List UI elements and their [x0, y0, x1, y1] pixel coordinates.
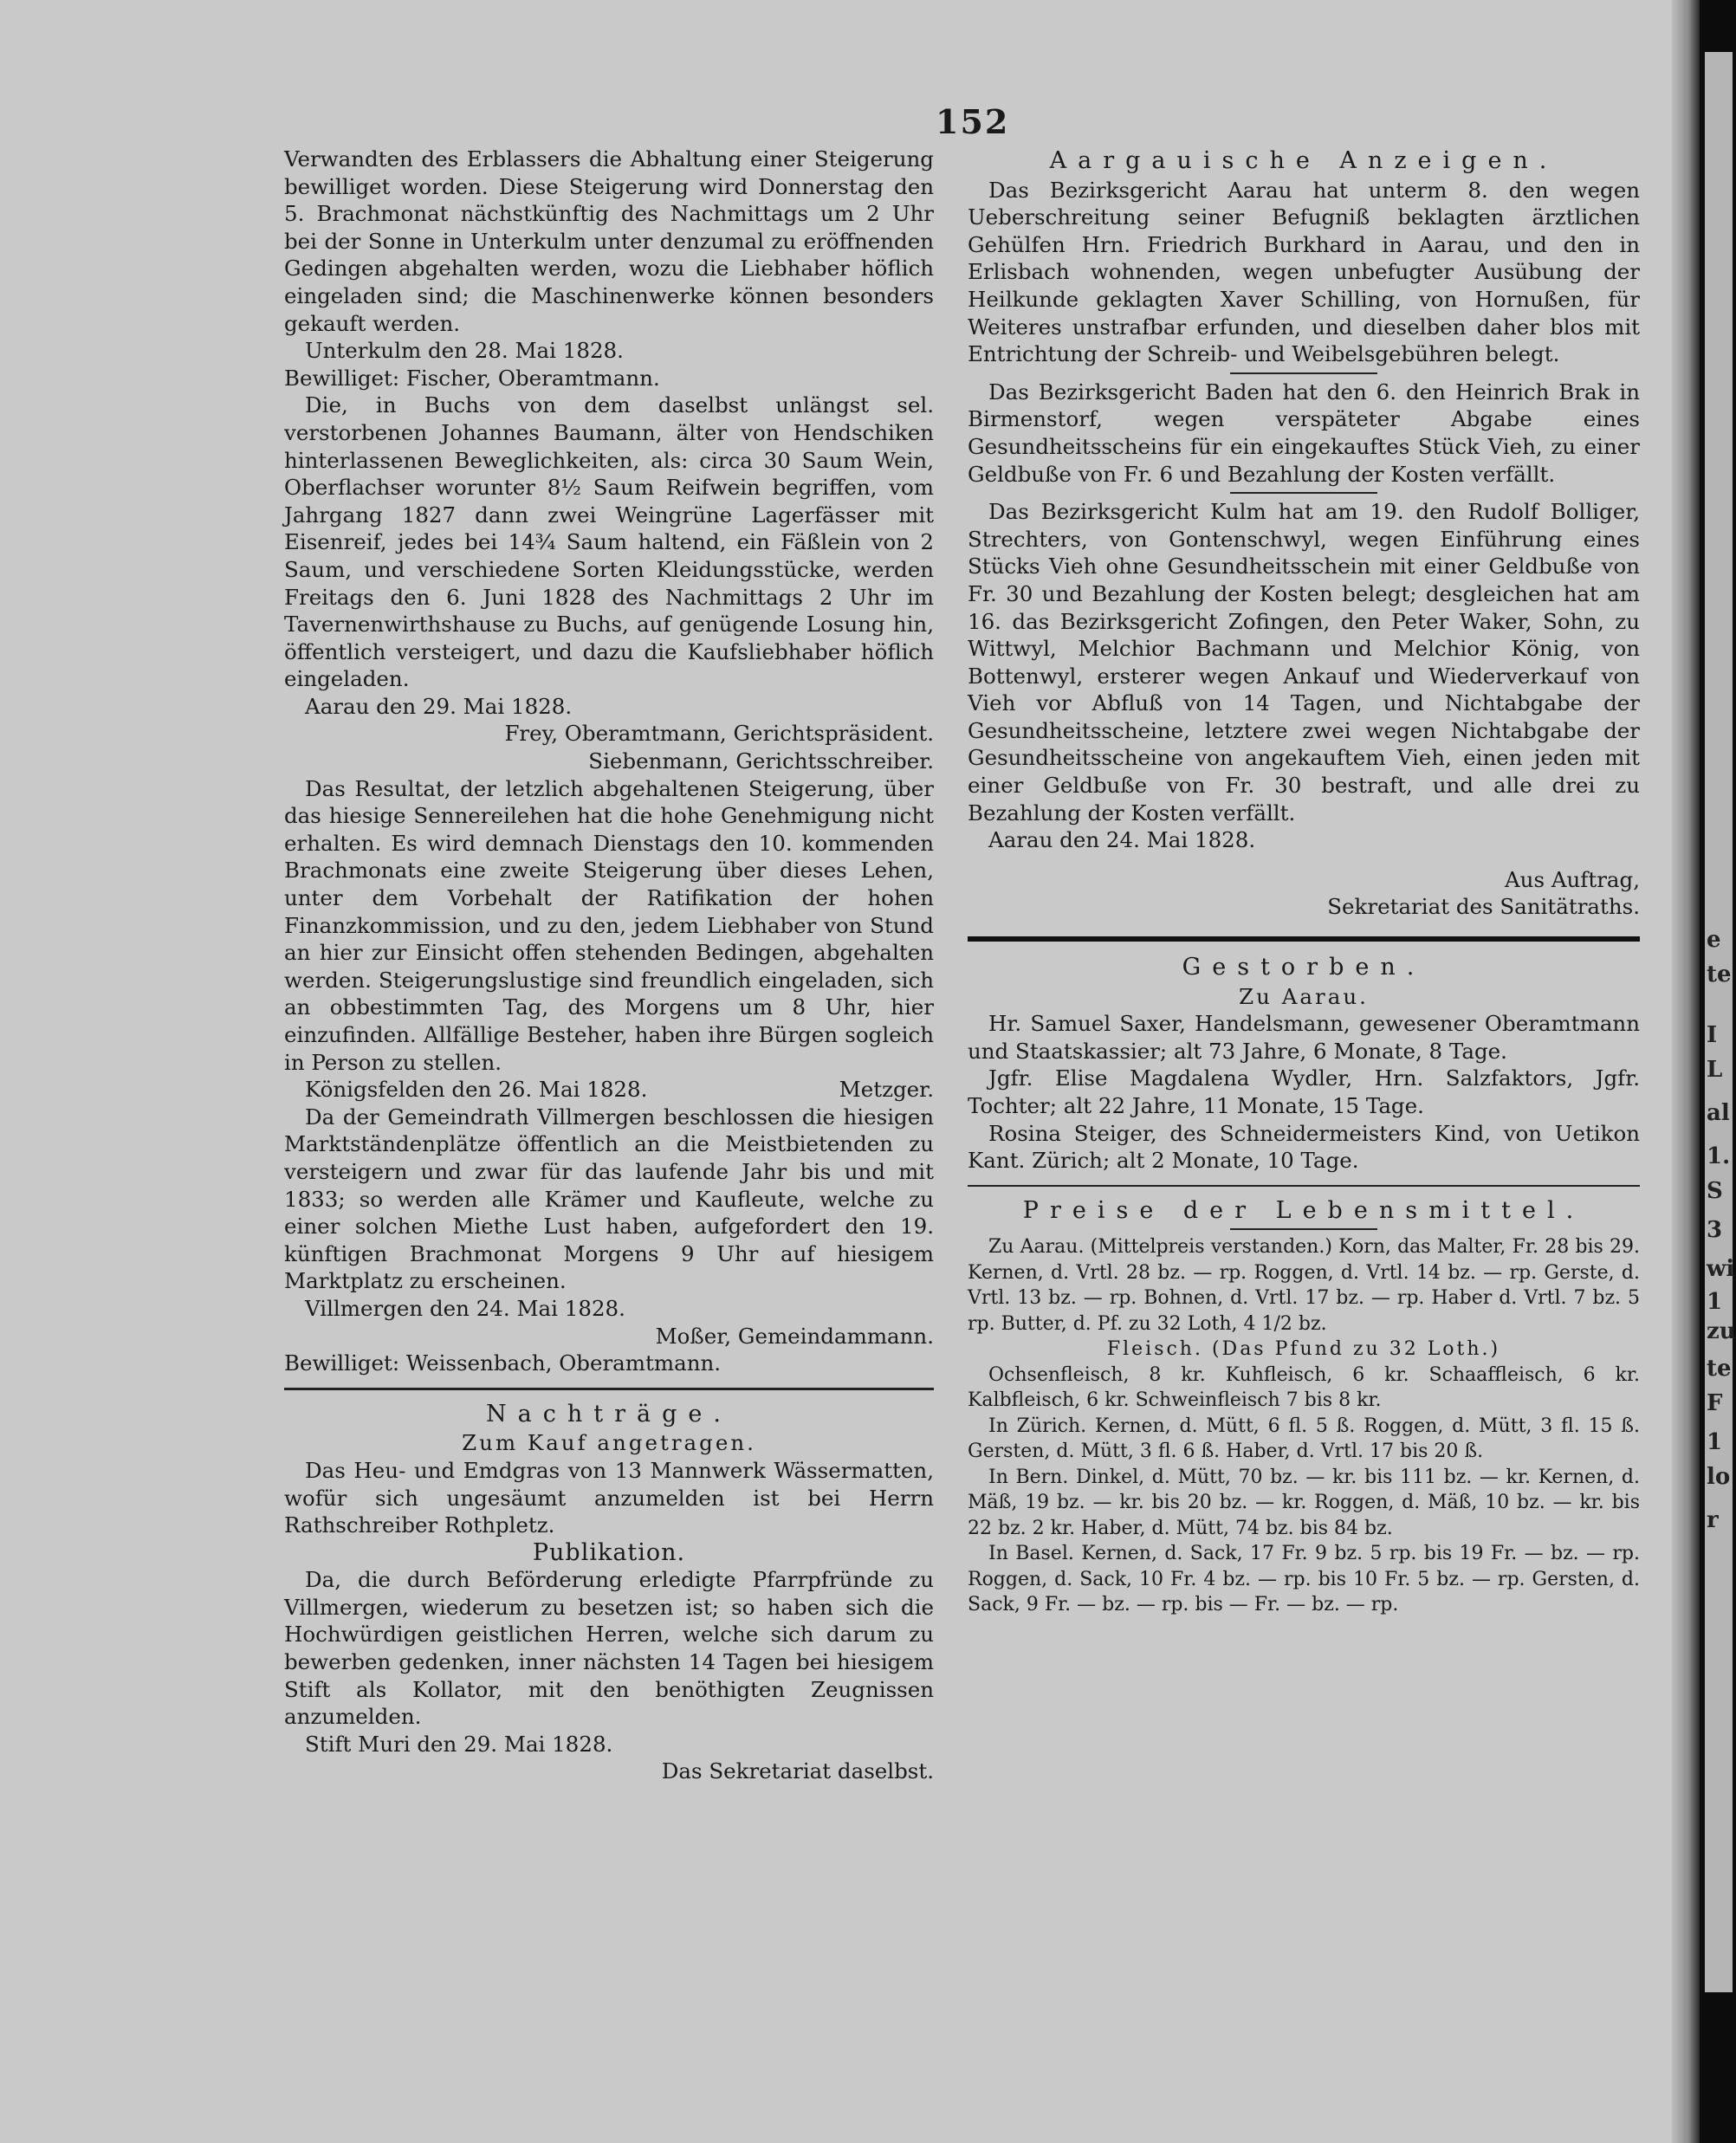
section-heading-gestorben: Gestorben. — [1182, 954, 1426, 981]
subheading-fleisch: Fleisch. (Das Pfund zu 32 Loth.) — [1106, 1338, 1501, 1361]
adjacent-fragment: 1 — [1707, 1429, 1723, 1455]
notice-date: Königsfelden den 26. Mai 1828. — [305, 1077, 648, 1103]
subheading-zu-aarau: Zu Aarau. — [1239, 983, 1369, 1009]
auction-notice-unterkulm: Verwandten des Erblassers die Abhaltung einer Steigerung bewilliget worden. Diese Steigerung wird Donnerstag den 5. Brachmonat nächstkünftig des Nachmittags um 2 Uhr bei der Sonne in Unterkulm unter denzumal zu eröffnenden Gedingen abgehalten werden, wozu die Liebhaber höflich eingeladen sind; die Maschinenwerke können besonders gekauft werden. — [284, 146, 934, 336]
market-notice-villmergen: Da der Gemeindrath Villmergen beschlossen die hiesigen Marktständenplätze öffentlich an die Meistbietenden zu versteigern und zwar für das laufende Jahr bis und mit 1833; so werden alle Krämer und Kaufleute, welche zu einer solchen Miethe Lust haben, aufgefordert den 19. künftigen Brachmonat Morgens 9 Uhr auf hiesigem Marktplatz zu erscheinen. — [284, 1104, 934, 1294]
adjacent-fragment: S — [1707, 1178, 1723, 1204]
adjacent-fragment: L — [1707, 1057, 1723, 1083]
notice-signature: Aus Auftrag, — [1504, 866, 1640, 892]
adjacent-fragment: 1 — [1707, 1289, 1723, 1315]
adjacent-fragment: I — [1707, 1022, 1718, 1048]
notice-signature: Metzger. — [839, 1077, 934, 1103]
court-notice-kulm: Das Bezirksgericht Kulm hat am 19. den Rudolf Bolliger, Strechters, von Gontenschwyl, wegen Einführung eines Stücks Vieh ohne Gesundheitsschein mit einer Geldbuße von Fr. 30 und Bezahlung der Kosten belegt; desgleichen hat am 16. das Bezirksgericht Zofingen, den Peter Waker, Sohn, zu Wittwyl, Melchior Bachmann und Melchior König, von Bottenwyl, ersterer wegen Ankauf und Wiederverkauf von Vieh vor Abfluß von 14 Tagen, und Nichtabgabe der Gesundheitsscheine, letztere zwei wegen Nichtabgabe der Gesundheitsscheine von angekauftem Vieh, einen jeden mit einer Geldbuße von Fr. 30 bestraft, und alle drei zu Bezahlung der Kosten verfällt. — [968, 499, 1640, 825]
publication-notice-muri: Da, die durch Beförderung erledigte Pfarrpfründe zu Villmergen, wiederum zu besetzen ist; so haben sich die Hochwürdigen geistlichen Herren, welche sich darum zu bewerben gedenken, inner nächsten 14 Tagen bei hiesigem Stift als Kollator, mit den benöthigten Zeugnissen anzumelden. — [284, 1567, 934, 1730]
sale-notice-heugras: Das Heu- und Emdgras von 13 Mannwerk Wässermatten, wofür sich ungesäumt anzumelden ist bei Herrn Rathschreiber Rothpletz. — [284, 1457, 934, 1538]
prices-meat: Ochsenfleisch, 8 kr. Kuhfleisch, 6 kr. Schaaffleisch, 6 kr. Kalbfleisch, 6 kr. Schweinfleisch 7 bis 8 kr. — [968, 1363, 1640, 1412]
section-divider — [968, 1185, 1640, 1187]
auction-notice-koenigsfelden: Das Resultat, der letzlich abgehaltenen Steigerung, über das hiesige Sennereilehen hat die hohe Genehmigung nicht erhalten. Es wird demnach Dienstags den 10. kommenden Brachmonats eine zweite Steigerung über dieses Lehen, unter dem Vorbehalt der Ratifikation der hohen Finanzkommission, und zu den, jedem Liebhaber von Stund an hier zur Einsicht offen stehenden Bedingen, abgehalten werden. Steigerungslustige sind freundlich eingeladen, sich an obbestimmten Tag, des Morgens um 8 Uhr, hier einzufinden. Allfällige Besteher, haben ihre Bürgen sogleich in Person zu stellen. — [284, 775, 934, 1075]
notice-date: Villmergen den 24. Mai 1828. — [305, 1295, 625, 1321]
short-divider — [1230, 492, 1377, 494]
adjacent-fragment: F — [1707, 1390, 1723, 1416]
adjacent-fragment: al — [1707, 1100, 1730, 1126]
death-notice: Rosina Steiger, des Schneidermeisters Kind, von Uetikon Kant. Zürich; alt 2 Monate, 10 Tage. — [968, 1120, 1640, 1174]
adjacent-fragment: lo — [1707, 1464, 1731, 1490]
prices-zuerich: In Zürich. Kernen, d. Mütt, 6 fl. 5 ß. Roggen, d. Mütt, 3 fl. 15 ß. Gersten, d. Mütt, 3 fl. 6 ß. Haber, d. Vrtl. 17 bis 20 ß. — [968, 1415, 1640, 1463]
notice-signature: Das Sekretariat daselbst. — [661, 1758, 934, 1784]
notice-date: Aarau den 29. Mai 1828. — [305, 693, 573, 719]
adjacent-fragment: wi — [1707, 1256, 1735, 1282]
section-heading-anzeigen: Aargauische Anzeigen. — [1049, 147, 1558, 174]
notice-signature: Frey, Oberamtmann, Gerichtspräsident. — [504, 721, 934, 747]
auction-notice-buchs: Die, in Buchs von dem daselbst unlängst sel. verstorbenen Johannes Baumann, älter von Hendschiken hinterlassenen Beweglichkeiten, als: circa 30 Saum Wein, Oberflachser worunter 8½ Saum Reifwein begriffen, vom Jahrgang 1827 dann zwei Weingrüne Lagerfässer mit Eisenreif, jedes bei 14¾ Saum haltend, ein Fäßlein von 2 Saum, und verschiedene Sorten Kleidungsstücke, werden Freitags den 6. Juni 1828 des Nachmittags 2 Uhr im Tavernenwirthshause zu Buchs, auf genügende Losung hin, öffentlich versteigert, und dazu die Kaufsliebhaber höflich eingeladen. — [284, 392, 934, 692]
subheading-kauf: Zum Kauf angetragen. — [462, 1430, 756, 1456]
short-divider — [1230, 372, 1377, 374]
adjacent-fragment: te — [1707, 961, 1732, 987]
page-number: 152 — [936, 102, 1010, 141]
prices-bern: In Bern. Dinkel, d. Mütt, 70 bz. — kr. bis 111 bz. — kr. Kernen, d. Mäß, 19 bz. — kr. bis 20 bz. — kr. Roggen, d. Mäß, 10 bz. — kr. bis 22 bz. 2 kr. Haber, d. Mütt, 74 bz. bis 84 bz. — [968, 1466, 1640, 1539]
page-fold-shadow — [1672, 0, 1700, 2143]
left-column — [284, 146, 934, 1785]
court-notice-aarau: Das Bezirksgericht Aarau hat unterm 8. den wegen Ueberschreitung seiner Befugniß beklagten ärztlichen Gehülfen Hrn. Friedrich Burkhard in Aarau, und den in Erlisbach wohnenden, wegen unbefugter Ausübung der Heilkunde geklagten Xaver Schilling, von Hornußen, für Weiteres unstrafbar erfunden, und dieselben daher blos mit Entrichtung der Schreib- und Weibelsgebühren belegt. — [968, 177, 1640, 367]
section-heading-preise: Preise der Lebensmittel. — [1022, 1196, 1585, 1224]
death-notice: Jgfr. Elise Magdalena Wydler, Hrn. Salzfaktors, Jgfr. Tochter; alt 22 Jahre, 11 Monate, 15 Tage. — [968, 1065, 1640, 1118]
notice-approval: Bewilliget: Weissenbach, Oberamtmann. — [284, 1350, 722, 1376]
adjacent-fragment: 3 — [1707, 1217, 1723, 1243]
notice-signature: Sekretariat des Sanitätraths. — [1327, 894, 1640, 920]
adjacent-fragment: 1. — [1707, 1143, 1731, 1169]
notice-signature: Bewilliget: Fischer, Oberamtmann. — [284, 365, 660, 391]
notice-signature: Moßer, Gemeindammann. — [655, 1323, 934, 1349]
notice-date: Aarau den 24. Mai 1828. — [988, 827, 1256, 853]
adjacent-fragment: zu — [1707, 1318, 1736, 1344]
notice-date: Stift Muri den 29. Mai 1828. — [305, 1731, 613, 1757]
death-notice: Hr. Samuel Saxer, Handelsmann, gewesener Oberamtmann und Staatskassier; alt 73 Jahre, 6 Monate, 8 Tage. — [968, 1011, 1640, 1064]
notice-signature: Siebenmann, Gerichtsschreiber. — [588, 748, 934, 774]
adjacent-page-edge — [1705, 52, 1736, 1992]
prices-basel: In Basel. Kernen, d. Sack, 17 Fr. 9 bz. 5 rp. bis 19 Fr. — bz. — rp. Roggen, d. Sack, 10 Fr. 4 bz. — rp. bis 10 Fr. 5 bz. — rp. Gersten, d. Sack, 9 Fr. — bz. — rp. bis — Fr. — bz. — rp. — [968, 1543, 1640, 1616]
notice-date: Unterkulm den 28. Mai 1828. — [305, 338, 624, 364]
prices-aarau: Zu Aarau. (Mittelpreis verstanden.) Korn, das Malter, Fr. 28 bis 29. Kernen, d. Vrtl. 28 bz. — rp. Roggen, d. Vrtl. 14 bz. — rp. Gerste, d. Vrtl. 13 bz. — rp. Bohnen, d. Vrtl. 17 bz. — rp. Haber d. Vrtl. 7 bz. 5 rp. Butter, d. Pf. zu 32 Loth, 4 1/2 bz. — [968, 1236, 1640, 1335]
right-column — [968, 146, 1640, 1618]
adjacent-fragment: e — [1707, 927, 1721, 953]
adjacent-fragment: te — [1707, 1356, 1732, 1382]
section-divider — [284, 1388, 934, 1390]
adjacent-fragment: r — [1707, 1507, 1719, 1533]
subheading-publikation: Publikation. — [532, 1538, 686, 1566]
section-heading-nachtraege: Nachträge. — [486, 1400, 732, 1428]
court-notice-baden: Das Bezirksgericht Baden hat den 6. den Heinrich Brak in Birmenstorf, wegen verspäteter Abgabe eines Gesundheitsscheins für ein eingekauftes Stück Vieh, zu einer Geldbuße von Fr. 6 und Bezahlung der Kosten verfällt. — [968, 379, 1640, 487]
notice-footer — [284, 1076, 934, 1104]
short-divider — [1230, 1228, 1377, 1230]
section-divider — [968, 936, 1640, 942]
